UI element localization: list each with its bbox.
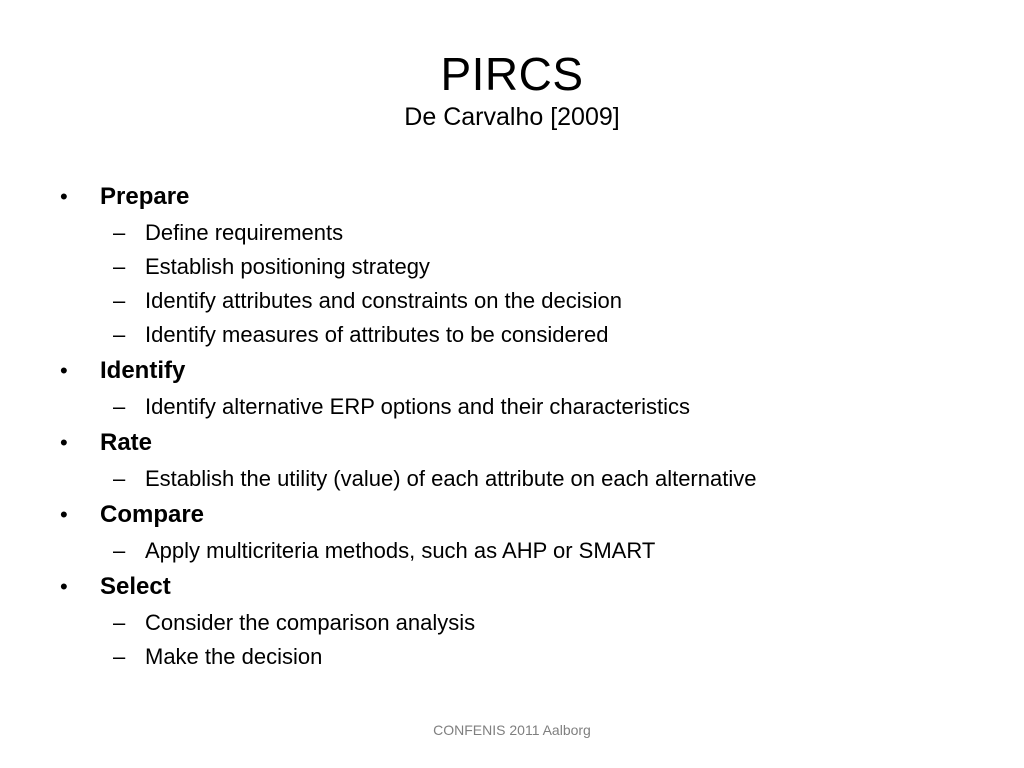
sub-list (60, 534, 990, 568)
sub-list (60, 462, 990, 496)
sub-list (60, 606, 990, 674)
sub-item-label: Identify measures of attributes to be considered (145, 322, 609, 347)
bullet-dot-icon: • (60, 574, 68, 599)
bullet-list (60, 178, 990, 674)
sub-item (60, 250, 990, 284)
bullet-dot-icon: • (60, 430, 68, 455)
sub-item-label: Identify attributes and constraints on the decision (145, 288, 622, 313)
sub-list (60, 216, 990, 352)
bullet-row (60, 496, 990, 534)
bullet-label: Select (100, 573, 171, 600)
bullet-label: Identify (100, 357, 186, 384)
sub-item-label: Establish the utility (value) of each attribute on each alternative (145, 466, 757, 491)
dash-icon: – (113, 394, 126, 419)
slide-footer: CONFENIS 2011 Aalborg (433, 722, 591, 738)
sub-item-label: Consider the comparison analysis (145, 610, 476, 635)
slide-title: PIRCS (440, 48, 584, 100)
dash-icon: – (113, 610, 126, 635)
bullet-item-select (60, 568, 990, 674)
sub-item (60, 216, 990, 250)
sub-item (60, 534, 990, 568)
sub-item-label: Make the decision (145, 644, 323, 669)
sub-list (60, 390, 990, 424)
dash-icon: – (113, 644, 126, 669)
bullet-item-rate (60, 424, 990, 496)
dash-icon: – (113, 538, 126, 563)
dash-icon: – (113, 254, 126, 279)
sub-item (60, 640, 990, 674)
bullet-dot-icon: • (60, 358, 68, 383)
dash-icon: – (113, 466, 126, 491)
bullet-row (60, 568, 990, 606)
sub-item (60, 284, 990, 318)
bullet-item-prepare (60, 178, 990, 352)
slide-subtitle: De Carvalho [2009] (404, 103, 620, 131)
bullet-dot-icon: • (60, 502, 68, 527)
sub-item-label: Establish positioning strategy (145, 254, 430, 279)
sub-item-label: Identify alternative ERP options and their characteristics (145, 394, 690, 419)
dash-icon: – (113, 220, 126, 245)
dash-icon: – (113, 322, 126, 347)
bullet-item-compare (60, 496, 990, 568)
sub-item (60, 390, 990, 424)
sub-item (60, 318, 990, 352)
bullet-label: Prepare (100, 183, 190, 210)
bullet-item-identify (60, 352, 990, 424)
sub-item-label: Apply multicriteria methods, such as AHP or SMART (145, 538, 656, 563)
sub-item-label: Define requirements (145, 220, 344, 245)
bullet-label: Rate (100, 429, 153, 456)
bullet-row (60, 178, 990, 216)
dash-icon: – (113, 288, 126, 313)
title-block (0, 46, 1024, 132)
sub-item (60, 462, 990, 496)
bullet-row (60, 424, 990, 462)
bullet-dot-icon: • (60, 184, 68, 209)
bullet-label: Compare (100, 501, 205, 528)
sub-item (60, 606, 990, 640)
bullet-row (60, 352, 990, 390)
